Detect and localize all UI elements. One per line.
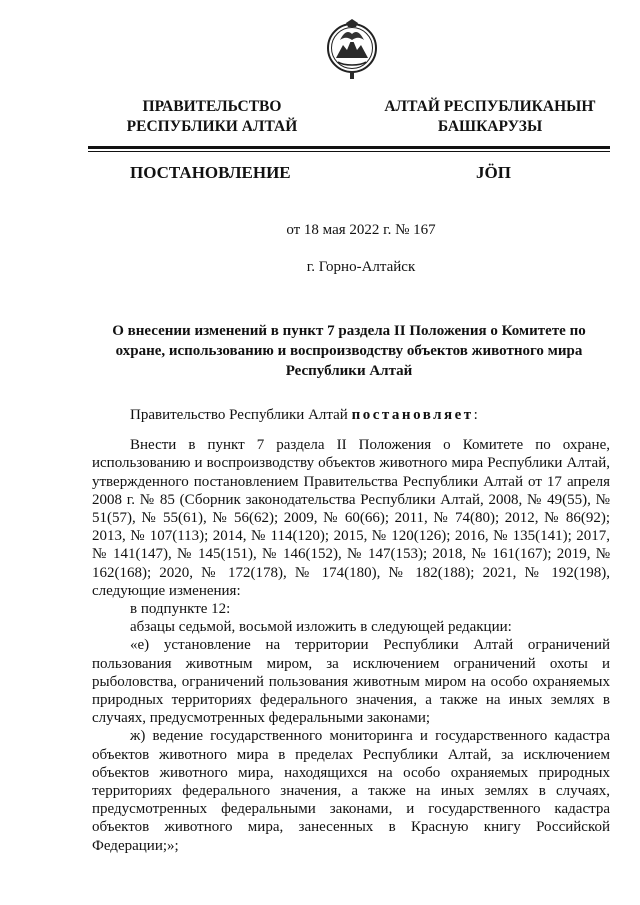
intro-emphasis: постановляет bbox=[351, 407, 474, 423]
document-date-number: от 18 мая 2022 г. № 167 bbox=[286, 222, 436, 238]
body-paragraph-4: «е) установление на территории Республики Алтай ограничений пользования животным миром, за исключением ограничений охоты и рыболовства, ограничений пользования животным миром на особо охраняемых природных территориях федерального значения, а также на иных землях в случаях, предусмотренных федеральными законами; bbox=[92, 637, 610, 727]
intro-prefix: Правительство Республики Алтай bbox=[130, 407, 352, 423]
doc-type-altai: ЈӦП bbox=[476, 163, 511, 182]
header-left-line2: РЕСПУБЛИКИ АЛТАЙ bbox=[126, 118, 298, 135]
header-right-block bbox=[380, 97, 600, 137]
header-left-line1: ПРАВИТЕЛЬСТВО bbox=[142, 98, 282, 115]
title-line3: Республики Алтай bbox=[285, 363, 413, 379]
title-line2: охране, использованию и воспроизводству объектов животного мира bbox=[115, 343, 583, 359]
header-right-line2: БАШКАРУЗЫ bbox=[437, 118, 543, 135]
header-left-block bbox=[118, 97, 306, 137]
body-paragraph-3: абзацы седьмой, восьмой изложить в следующей редакции: bbox=[130, 619, 512, 636]
title-line1: О внесении изменений в пункт 7 раздела II Положения о Комитете по bbox=[112, 323, 586, 339]
republic-altai-emblem-icon bbox=[326, 18, 378, 82]
header-right-line1: АЛТАЙ РЕСПУБЛИКАНЫҤ bbox=[384, 98, 596, 115]
body-paragraph-5: ж) ведение государственного мониторинга и государственного кадастра объектов животного мира в пределах Республики Алтай, за исключением объектов животного мира, находящихся на особо охраняемых природных территориях федерального значения, а также на иных землях в случаях, предусмотренных федеральными законами, и государственного кадастра объектов животного мира, занесенных в Красную книгу Российской Федерации;»; bbox=[92, 728, 610, 854]
intro-suffix: : bbox=[473, 407, 478, 423]
document-title bbox=[88, 321, 610, 381]
header-divider-thin bbox=[88, 151, 610, 152]
header-divider-thick bbox=[88, 146, 610, 149]
doc-type-russian: ПОСТАНОВЛЕНИЕ bbox=[130, 163, 291, 182]
body-paragraph-1: Внести в пункт 7 раздела II Положения о Комитете по охране, использованию и воспроизводству объектов животного мира Республики Алтай, утвержденного постановлением Правительства Республики Алтай от 17 апреля 2008 г. № 85 (Сборник законодательства Республики Алтай, 2008, № 49(55), № 51(57), № 55(61), № 56(62); 2009, № 60(66); 2011, № 74(80); 2012, № 86(92); 2013, № 107(113); 2014, № 114(120); 2015, № 120(126); 2016, № 135(141); 2017, № 141(147), № 145(151), № 146(152), № 147(153); 2018, № 161(167); 2019, № 162(168); 2020, № 172(178), № 174(180), № 182(188); 2021, № 192(198), следующие изменения: bbox=[92, 437, 610, 599]
document-city: г. Горно-Алтайск bbox=[306, 259, 416, 275]
body-intro-paragraph bbox=[92, 406, 610, 424]
document-body bbox=[92, 406, 610, 855]
body-paragraph-2: в подпункте 12: bbox=[130, 601, 231, 618]
